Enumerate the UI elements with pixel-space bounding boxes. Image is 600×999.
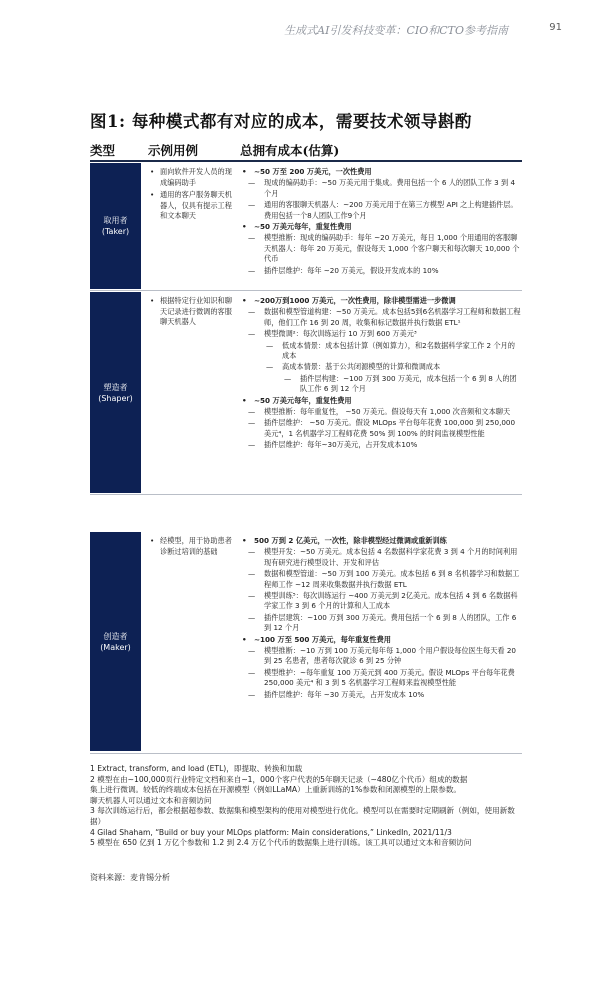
cost-item: — 插件层构建：~100 万到 300 万美元，成本包括一个 6 到 8 人的团队工作 6 到 12 个月 xyxy=(240,374,522,395)
footnote: 5 模型在 650 亿到 1 万亿个参数和 1.2 到 2.4 万亿个代币的数据集上进行训练。该工具可以通过文本和音频访问 xyxy=(90,838,472,848)
running-head xyxy=(0,22,600,40)
cost-item: — 数据和模型管道构建：~50 万美元。成本包括5到6名机器学习工程师和数据工程师，他们工作 16 到 20 周，收集和标记数据并执行数据 ETL¹ xyxy=(240,307,522,328)
row-label-cn: 创造者 xyxy=(103,631,128,641)
cost-item: — 模型维护：~每年重复 100 万美元到 400 万美元。假设 MLOps 平台每年花费 250,000 美元⁴ 和 3 到 5 名机器学习工程师来监视模型性能 xyxy=(240,668,522,689)
footnote: 聊天机器人可以通过文本和音频访问 xyxy=(90,795,212,805)
row-costs xyxy=(240,536,522,701)
row-label xyxy=(90,532,141,751)
example-item: • 面向软件开发人员的现成编码助手 xyxy=(148,167,232,188)
cost-heading: • ~50 万美元每年，重复性费用 xyxy=(240,222,522,232)
running-head-title: 生成式AI引发科技变革：CIO和CTO参考指南 xyxy=(284,24,508,37)
cost-item: — 高成本情景：基于公共闭源模型的计算和微调成本 xyxy=(240,362,522,372)
row-costs xyxy=(240,296,522,452)
row-examples xyxy=(148,536,232,559)
cost-item: — 现成的编码助手：~50 万美元用于集成。费用包括一个 6 人的团队工作 3 到 4 个月 xyxy=(240,178,522,199)
column-header-type: 类型 xyxy=(90,143,116,158)
row-label-en: (Shaper) xyxy=(98,393,133,403)
row-label xyxy=(90,292,141,493)
cost-item: — 模型推断：~10 万到 100 万美元每年每 1,000 个用户假设每位医生每天看 20 到 25 名患者，患者每次就诊 6 到 25 分钟 xyxy=(240,646,522,667)
cost-item: — 插件层维护：每年~30万美元，占开发成本10% xyxy=(240,440,522,450)
row-divider xyxy=(90,494,522,495)
cost-item: — 模型推断：每年重复性， ~50 万美元。假设每天有 1,000 次音频和文本聊天 xyxy=(240,407,522,417)
cost-item: — 插件层维护： ~50 万美元。假设 MLOps 平台每年花费 100,000 到 250,000 美元⁴，1 名机器学习工程师花费 50% 到 100% 的时间监视模型性能 xyxy=(240,418,522,439)
row-costs xyxy=(240,167,522,277)
row-examples xyxy=(148,167,232,224)
row-label-cn: 取用者 xyxy=(103,216,128,225)
cost-item: — 通用的客服聊天机器人：~200 万美元用于在第三方模型 API 之上构建插件层。费用包括一个8人团队工作9个月 xyxy=(240,200,522,221)
cost-item: — 模型训练⁵：每次训练运行 ~400 万美元到 2亿美元。成本包括 4 到 6 名数据科学家工作 3 到 6 个月的计算和人工成本 xyxy=(240,591,522,612)
cost-item: — 模型微调²：每次训练运行 10 万到 600 万美元³ xyxy=(240,329,522,339)
cost-item: — 低成本情景：成本包括计算（例如算力），和2名数据科学家工作 2 个月的成本 xyxy=(240,341,522,362)
cost-heading: • ~50 万至 200 万美元，一次性费用 xyxy=(240,167,522,177)
cost-heading: • ~50 万美元每年，重复性费用 xyxy=(240,396,522,406)
cost-item: — 模型开发：~50 万美元。成本包括 4 名数据科学家花费 3 到 4 个月的时间利用现有研究进行模型设计、开发和评估 xyxy=(240,547,522,568)
column-header-examples: 示例用例 xyxy=(148,143,199,158)
row-divider xyxy=(90,753,522,754)
footnote: 2 模型在由~100,000页行业特定文档和来自~1，000个客户代表的5年聊天记录（~480亿个代币）组成的数据 xyxy=(90,774,468,784)
cost-item: — 插件层维护：每年 ~20 万美元，假设开发成本的 10% xyxy=(240,266,522,276)
row-label xyxy=(90,163,141,289)
footnote: 1 Extract, transform, and load (ETL)，即提取、转换和加载 xyxy=(90,764,303,773)
cost-heading: • ~100 万至 500 万美元，每年重复性费用 xyxy=(240,635,522,645)
example-item: • 经模型，用于协助患者诊断过培训的基础 xyxy=(148,536,232,557)
table-row-taker xyxy=(90,163,522,290)
footnote: 集上进行微调。较低的终端成本包括在开源模型（例如LLaMA）上重新训练的1%参数和闭源模型的上限参数。 xyxy=(90,785,462,795)
page-number: 91 xyxy=(549,22,562,33)
cost-item: — 模型推断：现成的编码助手：每年 ~20 万美元，每日 1,000 个用通用的客服聊天机器人：每年 20 万美元，假设每天 1,000 个客户聊天和每次聊天 10,000 个代币 xyxy=(240,233,522,264)
footnote: 4 Gilad Shaham, “Build or buy your MLOps platform: Main considerations,” LinkedIn, 2021/11/3 xyxy=(90,827,452,837)
table-row-shaper xyxy=(90,292,522,494)
header-rule xyxy=(90,160,522,162)
row-divider xyxy=(90,290,522,291)
cost-item: — 插件层建筑：~100 万到 300 万美元。费用包括一个 6 到 8 人的团队，工作 6 到 12 个月 xyxy=(240,613,522,634)
source-note: 资料来源：麦肯锡分析 xyxy=(90,873,170,882)
row-label-cn: 塑造者 xyxy=(103,382,128,392)
example-item: • 通用的客户服务聊天机器人，仅具有提示工程和文本聊天 xyxy=(148,190,232,222)
row-label-en: (Maker) xyxy=(100,642,131,652)
cost-heading: • ~200万到1000 万美元，一次性费用，除非模型需进一步微调 xyxy=(240,296,522,306)
footnote: 3 每次训练运行后，都会根据超参数、数据集和模型架构的使用对模型进行优化。模型可以在需要时定期刷新（例如，使用新数据） xyxy=(90,806,515,826)
footnotes xyxy=(90,764,522,849)
cost-heading: • 500 万到 2 亿美元，一次性，除非模型经过微调或重新训练 xyxy=(240,536,522,546)
cost-item: — 插件层维护：每年 ~30 万美元，占开发成本 10% xyxy=(240,690,522,700)
figure-title: 图1: 每种模式都有对应的成本，需要技术领导斟酌 xyxy=(90,112,472,131)
column-header-cost: 总拥有成本(估算) xyxy=(240,143,340,158)
table-row-maker xyxy=(90,532,522,752)
row-examples xyxy=(148,296,232,330)
row-label-en: (Taker) xyxy=(101,227,130,236)
example-item: • 根据特定行业知识和聊天记录进行微调的客服聊天机器人 xyxy=(148,296,232,328)
cost-item: — 数据和模型管道：~50 万到 100 万美元。成本包括 6 到 8 名机器学习和数据工程师工作 ~12 周来收集数据并执行数据 ETL xyxy=(240,569,522,590)
